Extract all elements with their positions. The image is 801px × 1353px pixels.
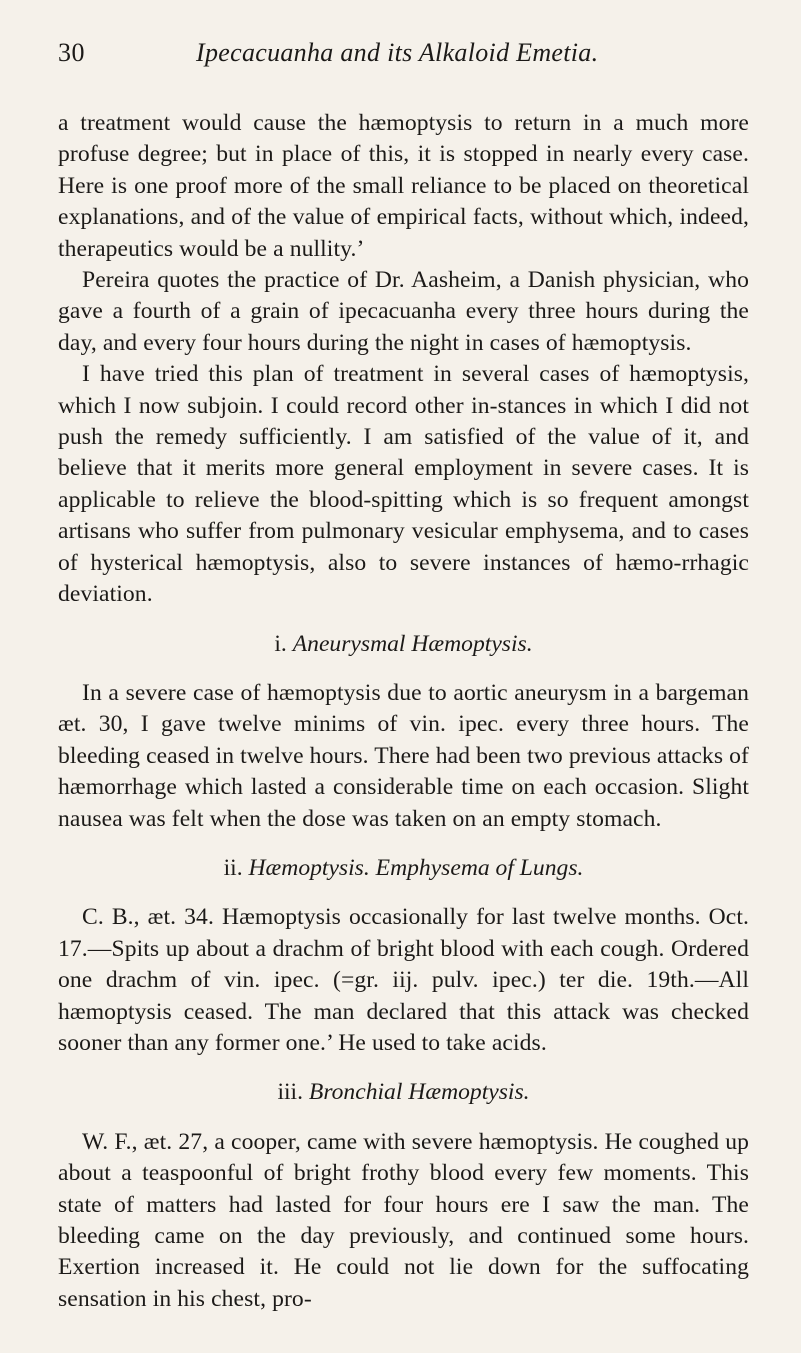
running-head — [58, 38, 749, 78]
section-title: Bronchial Hæmoptysis. — [308, 1079, 530, 1106]
section-title: Hæmoptysis. Emphysema of Lungs. — [248, 854, 584, 881]
section-number: ii. — [223, 854, 243, 881]
paragraph-author-trials: I have tried this plan of treatment in several cases of hæmoptysis, which I now subjoin. I could record other in-stances in which I did not push the remedy sufficiently. I am satisfied of the value of it, and believe that it merits more general employment in severe cases. It is applicable to relieve the blood-spitting which is so frequent amongst artisans who suffer from pulmonary vesicular emphysema, and to cases of hysterical hæmoptysis, also to severe instances of hæmo-rrhagic deviation. — [58, 361, 749, 608]
paragraph-pereira: Pereira quotes the practice of Dr. Aasheim, a Danish physician, who gave a fourth of a grain of ipecacuanha every three hours during the day, and every four hours during the night in cases of hæmoptysis. — [58, 267, 749, 356]
case-bronchial: W. F., æt. 27, a cooper, came with severe hæmoptysis. He coughed up about a teaspoonful of bright frothy blood every few moments. This state of matters had lasted for four hours ere I saw the man. The bleeding came on the day previously, and continued some hours. Exertion increased it. He could not lie down for the suffocating sensation in his chest, pro- — [58, 1128, 749, 1312]
page-number: 30 — [58, 38, 85, 67]
section-number: iii. — [277, 1079, 304, 1106]
section-title: Aneurysmal Hæmoptysis. — [292, 630, 533, 657]
case-emphysema: C. B., æt. 34. Hæmoptysis occasionally for last twelve months. Oct. 17.—Spits up about a drachm of bright blood with each cough. Ordered one drachm of vin. ipec. (=gr. iij. pulv. ipec.) ter die. 19th.—All hæmoptysis ceased. The man declared that this attack was checked sooner than any former one.’ He used to take acids. — [58, 904, 749, 1056]
running-title: Ipecacuanha and its Alkaloid Emetia. — [196, 38, 599, 67]
section-heading-emphysema — [58, 853, 749, 884]
section-heading-bronchial — [58, 1077, 749, 1108]
section-number: i. — [274, 630, 287, 657]
paragraph-continuation: a treatment would cause the hæmoptysis to return in a much more profuse degree; but in place of this, it is stopped in nearly every case. Here is one proof more of the small reliance to be placed on theoretical explanations, and of the value of empirical facts, without which, indeed, therapeutics would be a nullity.’ — [58, 110, 749, 262]
case-aneurysmal: In a severe case of hæmoptysis due to aortic aneurysm in a bargeman æt. 30, I gave twelve minims of vin. ipec. every three hours. The bleeding ceased in twelve hours. There had been two previous attacks of hæmorrhage which lasted a considerable time on each occasion. Slight nausea was felt when the dose was taken on an empty stomach. — [58, 679, 749, 832]
section-heading-aneurysmal — [58, 629, 749, 660]
